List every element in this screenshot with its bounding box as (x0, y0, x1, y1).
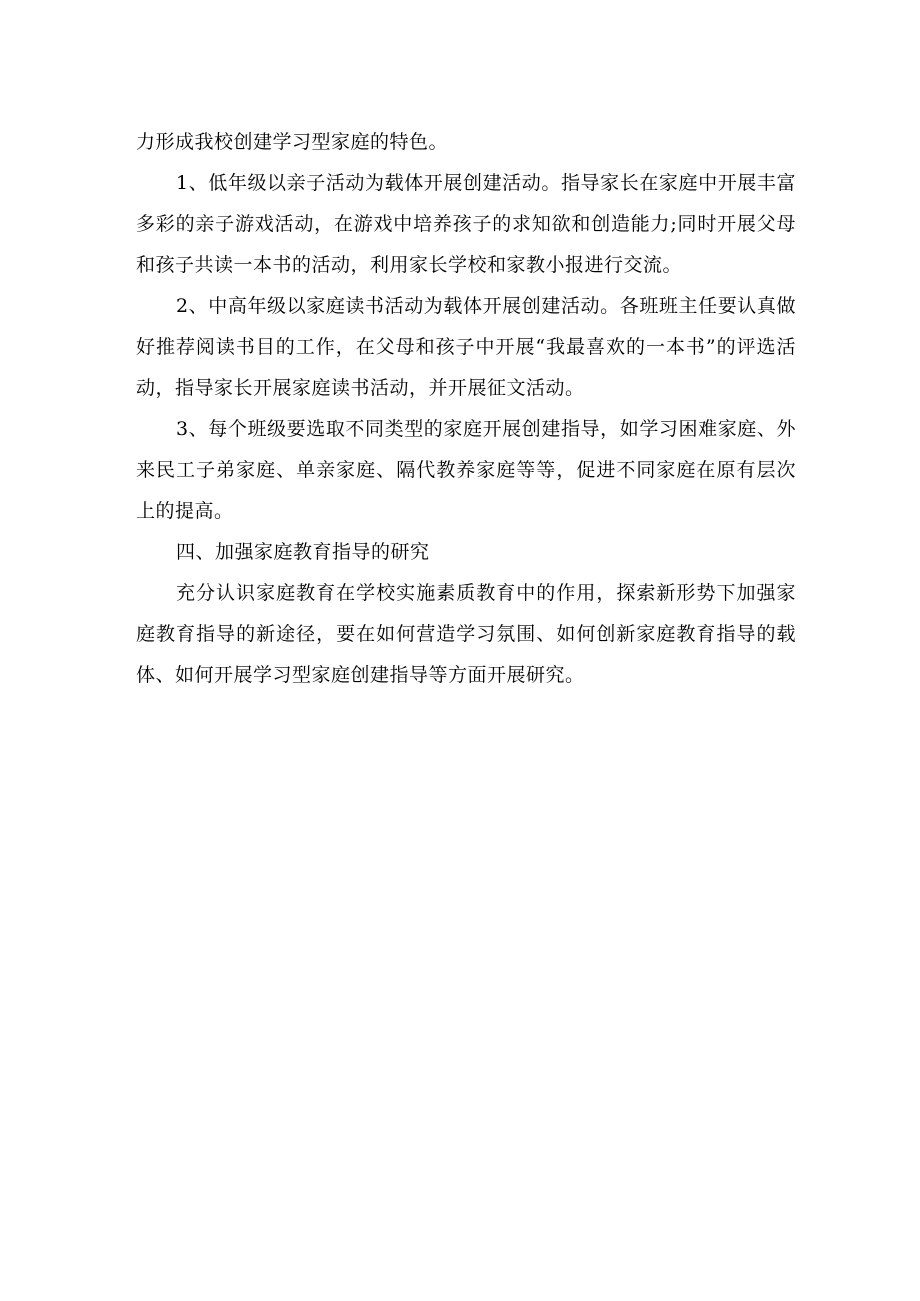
paragraph-item-1: 1、低年级以亲子活动为载体开展创建活动。指导家长在家庭中开展丰富多彩的亲子游戏活动，在游戏中培养孩子的求知欲和创造能力;同时开展父母和孩子共读一本书的活动，利用家长学校和家教小报进行交流。 (136, 172, 796, 276)
section-heading-4: 四、加强家庭教育指导的研究 (176, 541, 430, 563)
paragraph-item-2: 2、中高年级以家庭读书活动为载体开展创建活动。各班班主任要认真做好推荐阅读书目的工作，在父母和孩子中开展“我最喜欢的一本书”的评选活动，指导家长开展家庭读书活动，并开展征文活动。 (136, 295, 796, 399)
paragraph-continuation: 力形成我校创建学习型家庭的特色。 (136, 131, 449, 153)
paragraph-item-3: 3、每个班级要选取不同类型的家庭开展创建指导，如学习困难家庭、外来民工子弟家庭、单亲家庭、隔代教养家庭等等，促进不同家庭在原有层次上的提高。 (136, 418, 796, 522)
document-body (136, 122, 796, 696)
paragraph-section-4-body: 充分认识家庭教育在学校实施素质教育中的作用，探索新形势下加强家庭教育指导的新途径，要在如何营造学习氛围、如何创新家庭教育指导的载体、如何开展学习型家庭创建指导等方面开展研究。 (136, 582, 796, 686)
